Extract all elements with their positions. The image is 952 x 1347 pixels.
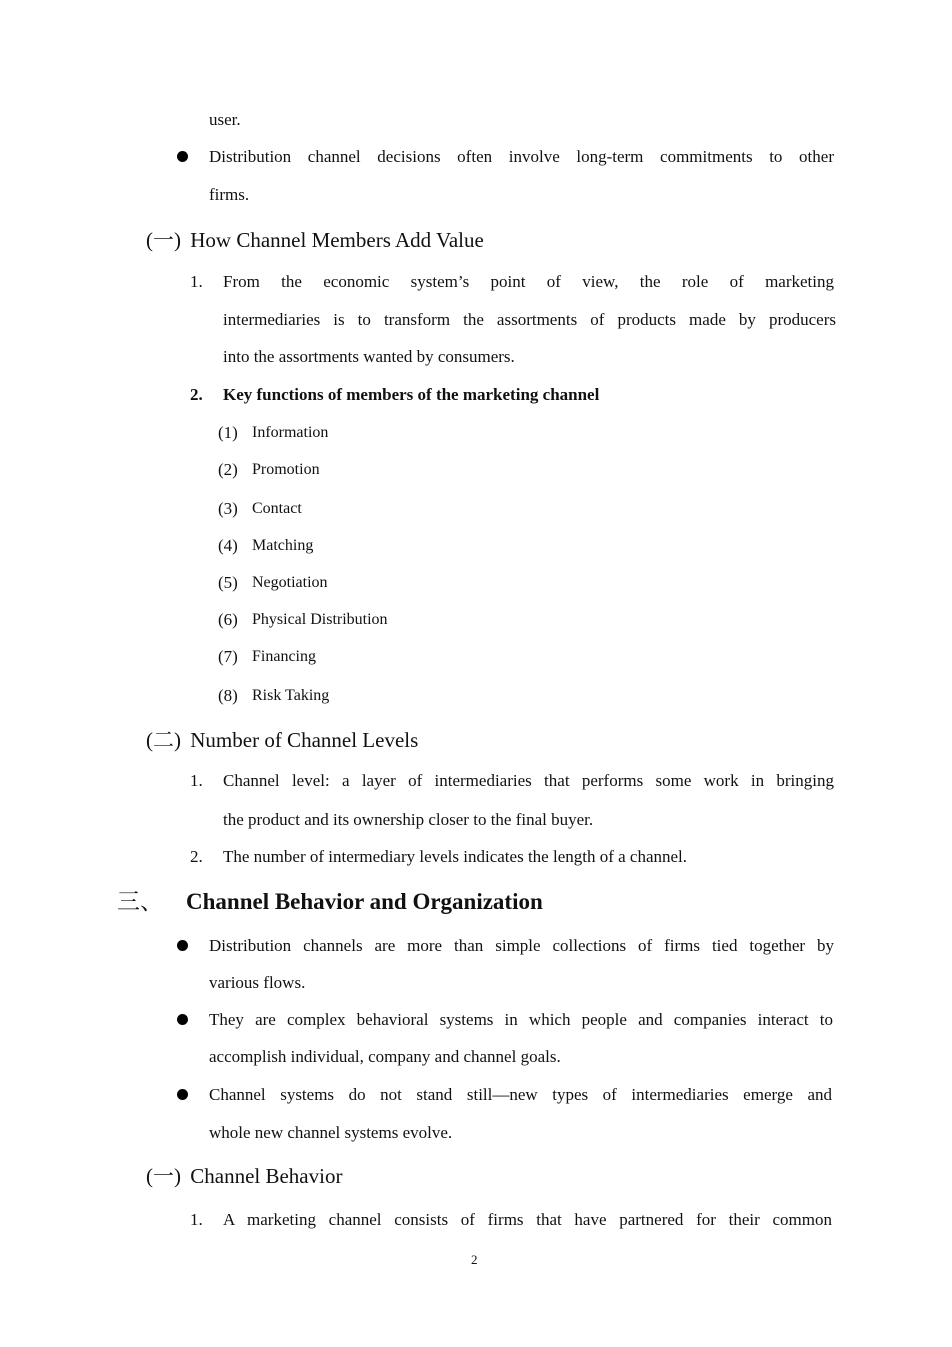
list-number: 2. (190, 385, 203, 404)
list-number: 1. (190, 272, 203, 291)
section-heading (146, 728, 418, 752)
function-number: (4) (218, 536, 238, 555)
section-marker: (二) (146, 728, 181, 752)
paragraph-line: the product and its ownership closer to the final buyer. (223, 810, 594, 829)
subheading: Key functions of members of the marketing channel (223, 385, 600, 404)
function-number: (3) (218, 499, 238, 518)
page-number: 2 (471, 1252, 478, 1267)
function-item: Financing (252, 648, 316, 665)
function-number: (1) (218, 423, 238, 442)
function-number: (7) (218, 647, 238, 666)
section-title: Channel Behavior (190, 1164, 343, 1188)
section-heading (146, 228, 484, 252)
function-item: Negotiation (252, 574, 328, 591)
bullet-icon (177, 1014, 188, 1025)
section-marker: (一) (146, 228, 181, 252)
function-item: Matching (252, 537, 314, 554)
bullet-text-line: whole new channel systems evolve. (209, 1123, 453, 1142)
continuation-text: user. (209, 110, 241, 129)
paragraph-line: The number of intermediary levels indicates the length of a channel. (223, 847, 688, 866)
section-title: Number of Channel Levels (190, 728, 419, 752)
bullet-text-line: Distribution channel decisions often involve long-term commitments to other (209, 147, 834, 166)
list-number: 1. (190, 1210, 203, 1229)
function-item: Risk Taking (252, 687, 330, 704)
paragraph-line: into the assortments wanted by consumers. (223, 347, 515, 366)
function-number: (5) (218, 573, 238, 592)
bullet-icon (177, 940, 188, 951)
function-number: (2) (218, 460, 238, 479)
section-title: How Channel Members Add Value (190, 228, 484, 252)
function-item: Contact (252, 500, 302, 517)
list-number: 2. (190, 847, 203, 866)
chapter-marker: 三、 (117, 889, 163, 915)
section-marker: (一) (146, 1164, 181, 1188)
section-heading (146, 1164, 342, 1188)
paragraph-line: From the economic system’s point of view, the role of marketing (223, 272, 834, 291)
bullet-text-line: firms. (209, 185, 250, 204)
paragraph-line: A marketing channel consists of firms that have partnered for their common (223, 1210, 832, 1229)
bullet-icon (177, 151, 188, 162)
function-item: Information (252, 424, 329, 441)
paragraph-line: intermediaries is to transform the assortments of products made by producers (223, 310, 836, 329)
function-item: Promotion (252, 461, 320, 478)
list-number: 1. (190, 771, 203, 790)
function-number: (8) (218, 686, 238, 705)
bullet-text-line: Channel systems do not stand still—new types of intermediaries emerge and (209, 1085, 832, 1104)
bullet-text-line: They are complex behavioral systems in which people and companies interact to (209, 1010, 833, 1029)
bullet-icon (177, 1089, 188, 1100)
bullet-text-line: various flows. (209, 973, 306, 992)
function-item: Physical Distribution (252, 611, 388, 628)
chapter-title: Channel Behavior and Organization (186, 889, 543, 914)
bullet-text-line: accomplish individual, company and channel goals. (209, 1047, 561, 1066)
paragraph-line: Channel level: a layer of intermediaries that performs some work in bringing (223, 771, 834, 790)
function-number: (6) (218, 610, 238, 629)
bullet-text-line: Distribution channels are more than simple collections of firms tied together by (209, 936, 834, 955)
